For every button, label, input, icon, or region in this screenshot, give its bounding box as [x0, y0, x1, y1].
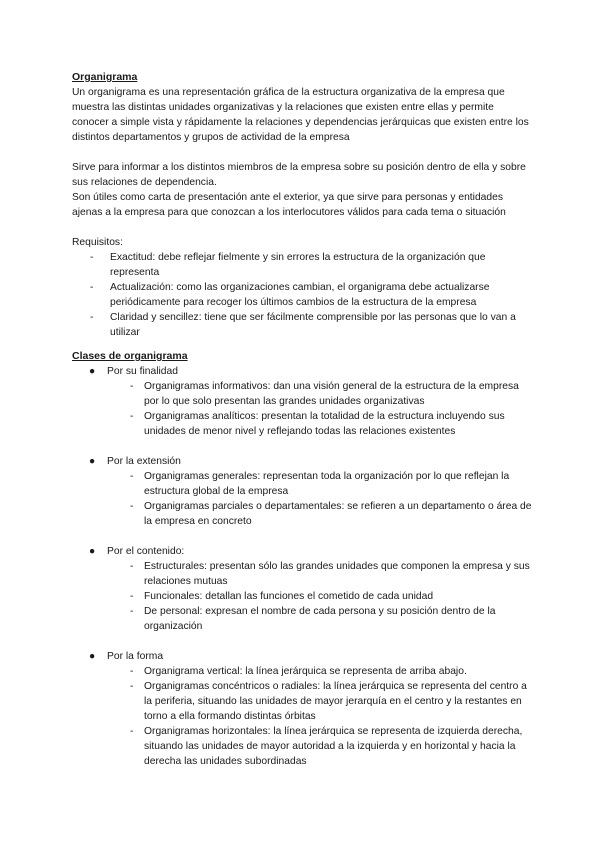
list-item: - Organigramas horizontales: la línea jerárquica se representa de izquierda derecha, situando las unidades de mayor autoridad a la izquierda y en horizontal y hacia la derecha las unidades subordinadas: [130, 726, 523, 767]
document-page: [72, 70, 532, 769]
dash-marker: -: [90, 282, 94, 293]
clase-finalidad: ● Por su finalidad - Organigramas informativos: dan una visión general de la estructura de la empresa por lo que solo presentan las grandes unidades organizativas - Organigramas analíticos: presentan la totalidad de la estructura incluyendo sus unidades de menor nivel y reflejando todas las relaciones existentes: [72, 364, 532, 439]
paragraph-informar: Sirve para informar a los distintos miembros de la empresa sobre su posición dentro de ella y sobre sus relaciones de dependencia.: [72, 162, 526, 188]
list-item: - Exactitud: debe reflejar fielmente y sin errores la estructura de la organización que representa: [90, 252, 486, 278]
bullet-icon: ●: [89, 366, 96, 377]
list-item: - Organigramas parciales o departamentales: se refieren a un departamento o área de la empresa en concreto: [130, 501, 532, 527]
clases-list: [72, 364, 532, 769]
requisitos-list: [72, 250, 532, 340]
list-item: - Organigramas concéntricos o radiales: la línea jerárquica se representa del centro a la periferia, situando las unidades de mayor jerarquía en el centro y la restantes en torno a ella formando distintas órbitas: [130, 681, 527, 722]
heading-organigrama: Organigrama: [72, 71, 138, 83]
list-item: - Claridad y sencillez: tiene que ser fácilmente comprensible por las personas que lo van a utilizar: [90, 312, 516, 338]
requisitos-label: Requisitos:: [72, 237, 123, 248]
paragraph-utiles: Son útiles como carta de presentación ante el exterior, ya que sirve para personas y entidades ajenas a la empresa para que conozcan a los interlocutores válidos para cada tema o situación: [72, 192, 506, 218]
clase-extension: ● Por la extensión - Organigramas generales: representan toda la organización por lo que reflejan la estructura global de la empresa - Organigramas parciales o departamentales: se refieren a un departamento o área de la empresa en concreto: [72, 454, 532, 529]
dash-marker: -: [90, 252, 94, 263]
intro-paragraph: Un organigrama es una representación gráfica de la estructura organizativa de la empresa que muestra las distintas unidades organizativas y la relaciones que existen entre ellas y permite conocer a simple vista y rápidamente la relaciones y dependencias jerárquicas que existen entre los distintos departamentos y grupos de actividad de la empresa: [72, 87, 529, 143]
clase-contenido: ● Por el contenido: - Estructurales: presentan sólo las grandes unidades que componen la empresa y sus relaciones mutuas - Funcionales: detallan las funciones el cometido de cada unidad - De personal: expresan el nombre de cada persona y su posición dentro de la organización: [72, 544, 532, 634]
list-item: - Funcionales: detallan las funciones el cometido de cada unidad: [130, 591, 434, 602]
list-item: - Organigramas generales: representan toda la organización por lo que reflejan la estructura global de la empresa: [130, 471, 510, 497]
list-item: - Organigrama vertical: la línea jerárquica se representa de arriba abajo.: [130, 666, 467, 677]
list-item: - Organigramas analíticos: presentan la totalidad de la estructura incluyendo sus unidades de menor nivel y reflejando todas las relaciones existentes: [130, 411, 505, 437]
heading-clases: Clases de organigrama: [72, 350, 188, 362]
clase-forma: ● Por la forma - Organigrama vertical: la línea jerárquica se representa de arriba abajo. - Organigramas concéntricos o radiales: la línea jerárquica se representa del centro a la periferia, situando las unidades de mayor jerarquía en el centro y la restantes en torno a ella formando distintas órbitas - Organigramas horizontales: la línea jerárquica se representa de izquierda derecha, situando las unidades de mayor autoridad a la izquierda y en horizontal y hacia la derecha las unidades subordinadas: [72, 649, 532, 769]
list-item: - De personal: expresan el nombre de cada persona y su posición dentro de la organización: [130, 606, 496, 632]
bullet-icon: ●: [89, 651, 96, 662]
list-item: - Estructurales: presentan sólo las grandes unidades que componen la empresa y sus relaciones mutuas: [130, 561, 530, 587]
list-item: - Actualización: como las organizaciones cambian, el organigrama debe actualizarse periódicamente para recoger los últimos cambios de la estructura de la empresa: [90, 282, 490, 308]
bullet-icon: ●: [89, 546, 96, 557]
bullet-icon: ●: [89, 456, 96, 467]
list-item: - Organigramas informativos: dan una visión general de la estructura de la empresa por lo que solo presentan las grandes unidades organizativas: [130, 381, 519, 407]
dash-marker: -: [90, 312, 94, 323]
